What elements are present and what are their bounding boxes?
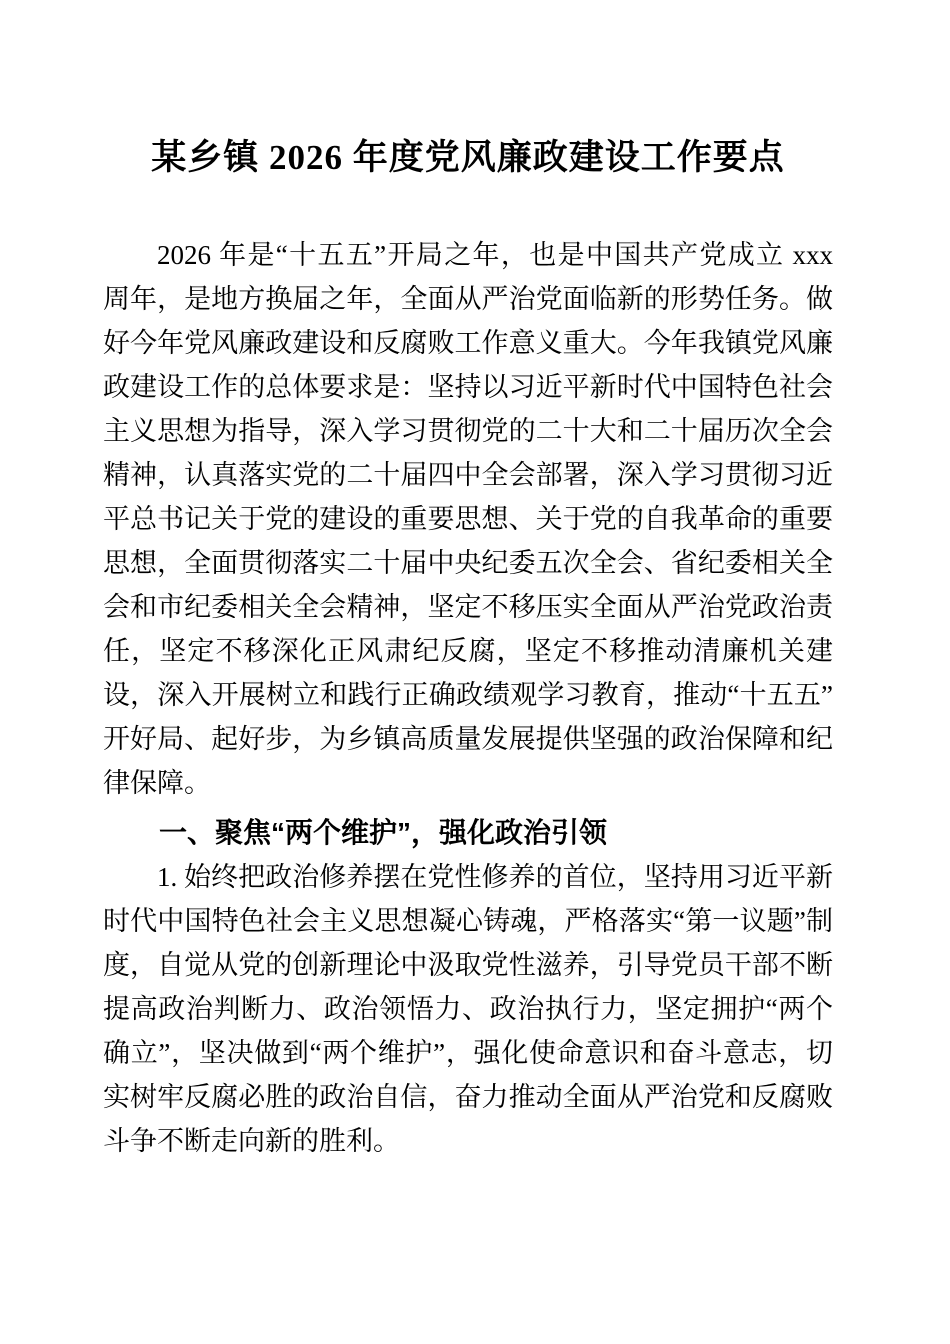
intro-paragraph: 2026 年是“十五五”开局之年，也是中国共产党成立 xxx 周年，是地方换届之年，全面从严治党面临新的形势任务。做好今年党风廉政建设和反腐败工作意义重大。今年我镇党风廉政建设工作的总体要求是：坚持以习近平新时代中国特色社会主义思想为指导，深入学习贯彻党的二十大和二十届历次全会精神，认真落实党的二十届四中全会部署，深入学习贯彻习近平总书记关于党的建设的重要思想、关于党的自我革命的重要思想，全面贯彻落实二十届中央纪委五次全会、省纪委相关全会和市纪委相关全会精神，坚定不移压实全面从严治党政治责任，坚定不移深化正风肃纪反腐，坚定不移推动清廉机关建设，深入开展树立和践行正确政绩观学习教育，推动“十五五”开好局、起好步，为乡镇高质量发展提供坚强的政治保障和纪律保障。 [103,240,833,798]
document-title: 某乡镇 2026 年度党风廉政建设工作要点 [151,138,785,177]
section-1-item-1: 1. 始终把政治修养摆在党性修养的首位，坚持用习近平新时代中国特色社会主义思想凝心铸魂，严格落实“第一议题”制度，自觉从党的创新理论中汲取党性滋养，引导党员干部不断提高政治判断力、政治领悟力、政治执行力，坚定拥护“两个确立”，坚决做到“两个维护”，强化使命意识和奋斗意志，切实树牢反腐必胜的政治自信，奋力推动全面从严治党和反腐败斗争不断走向新的胜利。 [103,862,833,1156]
section-1-heading: 一、聚焦“两个维护”，强化政治引领 [159,817,608,848]
